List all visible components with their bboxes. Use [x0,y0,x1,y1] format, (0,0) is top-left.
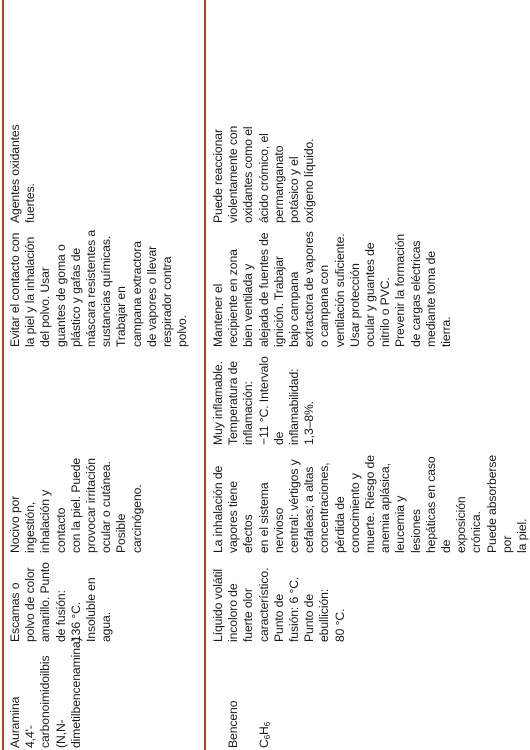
handling-precautions-cell: Evitar el contacto con la piel y la inhalación del polvo. Usar guantes de goma o plástico y gafas de máscara resistentes a sustancias químicas. Trabajar en campana extractora de vapores o llevar respirador contra polvo. [8,229,190,347]
incompatibilities-cell: Puede reaccionar violentamente con oxidantes como el ácido crómico, el permanganato potásico y el oxígeno líquido. [211,125,317,223]
substance-name: Benceno [226,700,241,748]
flammability-cell: Muy inflamable. Temperatura de inflamación: −11 °C. Intervalo de inflamabilidad: 1,3–8%. [211,356,317,445]
handling-precautions-cell: Mantener el recipiente en zona bien ventilada y alejada de fuentes de ignición. Trabajar bajo campana extractora de vapores o campana con ventilación suficiente. Usar protección ocular y guantes de nitrilo o PVC. Prevenir la formación de cargas eléctricas mediante toma de tierra. [211,231,454,347]
incompatibilities-cell: Agentes oxidantes fuertes. [8,124,38,223]
description-cell: Escamas o polvo de color amarillo. Punto de fusión: 136 °C. Insoluble en agua. [8,562,114,642]
substance-name-cell: Auramina 4,4'-carbonoimidoilbis (N,N- dimetilbencenamina) [8,637,83,748]
health-hazard-cell: La inhalación de vapores tiene efectos en el sistema nervioso central: vértigos y cefaleas; a altas concentraciones, pérdida de conocimiento y muerte. Riesgo de anemia aplásica, leucemia y lesiones hepáticas en caso de exposición crónica. Puede absorberse por la piel. [211,454,530,553]
description-cell: Líquido volátil incoloro de fuerte olor característico. Punto de fusión: 6 °C. Punto de ebullición: 80 °C. [211,567,347,642]
row-divider [204,0,206,750]
health-hazard-cell: Nocivo por ingestión, inhalación y contacto con la piel. Puede provocar irritación ocular o cutánea. Posible carcinógeno. [8,457,144,553]
chemical-formula: $C_6H_6$ [256,721,272,748]
substance-name-cell [211,648,275,748]
top-divider [2,0,4,750]
